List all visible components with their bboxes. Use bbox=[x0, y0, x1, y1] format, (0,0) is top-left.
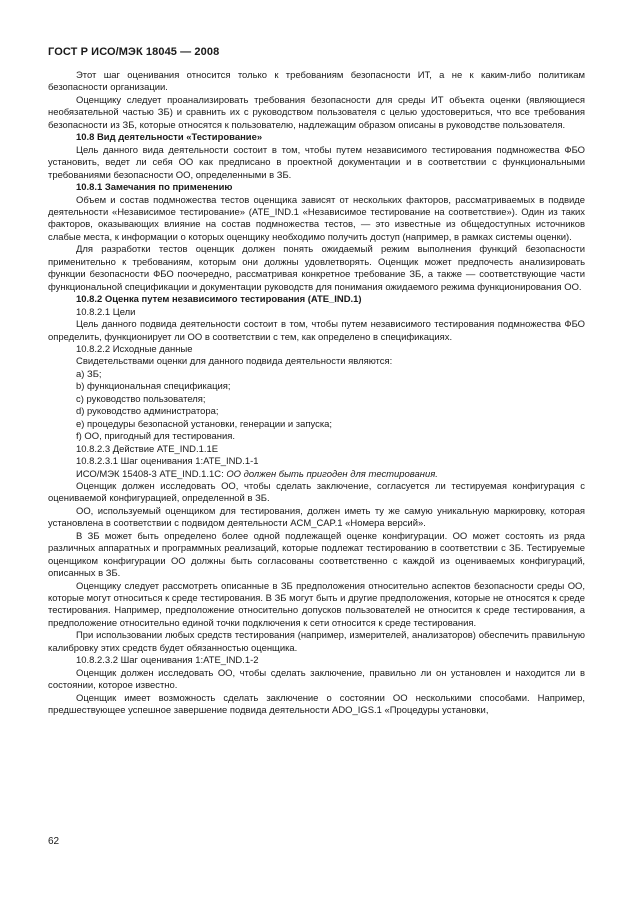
paragraph: Свидетельствами оценки для данного подвида деятельности являются: bbox=[76, 356, 393, 368]
section-heading: 10.8.1 Замечания по применению bbox=[76, 182, 233, 194]
paragraph: Оценщику следует рассмотреть описанные в ЗБ предположения относительно аспектов безопасности среды ОО, которые могут относиться к среде тестирования. В ЗБ могут быть и другие предположения, которые не относятся к среде тестирования. Например, предположение относительно допусков пользователей не относится к среде тестирования, а предположение относительно единой точки подключения к сети относится к среде тестирования. bbox=[48, 580, 585, 629]
paragraph: Оценщику следует проанализировать требования безопасности для среды ИТ объекта оценки (являющиеся необязательной частью ЗБ) и сравнить их с руководством пользователя с целью удостовериться, что все требования безопасности из ЗБ, которые относятся к пользователю, надлежащим образом описаны в руководстве пользователя. bbox=[48, 94, 585, 131]
page-number: 62 bbox=[48, 836, 60, 847]
paragraph: Оценщик имеет возможность сделать заключение о состоянии ОО несколькими способами. Например, предшествующее успешное завершение подвида деятельности ADO_IGS.1 «Процедуры установки, bbox=[48, 692, 585, 717]
emphasis: ОО должен быть пригоден для тестирования. bbox=[226, 468, 438, 480]
paragraph: 10.8.2.3.1 Шаг оценивания 1:ATE_IND.1-1 bbox=[76, 456, 259, 468]
paragraph: При использовании любых средств тестирования (например, измерителей, анализаторов) обеспечить правильную калибровку этих средств будет обязанностью оценщика. bbox=[48, 630, 585, 654]
paragraph: В ЗБ может быть определено более одной подлежащей оценке конфигурации. ОО может состоять из ряда различных аппаратных и программных реализаций, которые подлежат тестированию в соответствии с ЗБ. Тестируемые оценщиком конфигурации ОО должны быть согласованы соответственно с каждой из оцениваемых конфигураций, описанных в ЗБ. bbox=[48, 530, 585, 580]
paragraph: e) процедуры безопасной установки, генерации и запуска; bbox=[76, 418, 333, 430]
page-header: ГОСТ Р ИСО/МЭК 18045 — 2008 bbox=[48, 46, 220, 58]
paragraph: Оценщик должен исследовать ОО, чтобы сделать заключение, правильно ли он установлен и находится ли в состоянии, которое известно. bbox=[48, 667, 585, 692]
paragraph: Для разработки тестов оценщик должен понять ожидаемый режим выполнения функций безопасности применительно к требованиям, которым они должны удовлетворять. Оценщик может предпочесть анализировать функции безопасности ФБО поочередно, рассматривая конкретное требование ЗБ, а также — соответствующие части функциональной спецификации и документации руководств для понимания ожидаемого режима функционирования ОО. bbox=[48, 244, 585, 293]
paragraph: 10.8.2.3 Действие ATE_IND.1.1E bbox=[76, 443, 219, 455]
paragraph: Объем и состав подмножества тестов оценщика зависят от нескольких факторов, рассматриваемых в подвиде деятельности «Независимое тестирование» (ATE_IND.1 «Независимое тестирование на соответствие»). Один из таких факторов, оказывающих влияние на состав подмножества тестов, — это известные из общедоступных источников слабые места, к информации о которых оценщику необходимо получить доступ (например, в рамках системы оценки). bbox=[48, 194, 585, 243]
section-heading: 10.8.2 Оценка путем независимого тестирования (ATE_IND.1) bbox=[76, 294, 362, 306]
paragraph: Этот шаг оценивания относится только к требованиям безопасности ИТ, а не к каким-либо политикам безопасности организации. bbox=[48, 70, 585, 94]
paragraph: c) руководство пользователя; bbox=[76, 393, 206, 405]
paragraph: b) функциональная спецификация; bbox=[76, 381, 231, 393]
paragraph: f) ОО, пригодный для тестирования. bbox=[76, 431, 236, 443]
paragraph: 10.8.2.2 Исходные данные bbox=[76, 343, 193, 355]
paragraph: ИСО/МЭК 15408-3 ATE_IND.1.1C: ОО должен быть пригоден для тестирования. bbox=[76, 468, 438, 480]
paragraph: 10.8.2.1 Цели bbox=[76, 306, 136, 318]
paragraph: d) руководство администратора; bbox=[76, 406, 219, 418]
paragraph: ОО, используемый оценщиком для тестирования, должен иметь ту же самую уникальную маркировку, которая установлена в соответствии с подвидом деятельности ACM_CAP.1 «Номера версий». bbox=[48, 505, 585, 530]
paragraph: Оценщик должен исследовать ОО, чтобы сделать заключение, согласуется ли тестируемая конфигурация с оцениваемой конфигурацией, определенной в ЗБ. bbox=[48, 480, 585, 505]
paragraph: Цель данного подвида деятельности состоит в том, чтобы путем независимого тестирования подмножества ФБО определить, функционирует ли ОО в соответствии с тем, как определено в спецификациях. bbox=[48, 319, 585, 343]
paragraph: 10.8.2.3.2 Шаг оценивания 1:ATE_IND.1-2 bbox=[76, 655, 259, 667]
document-body bbox=[48, 70, 585, 718]
section-heading: 10.8 Вид деятельности «Тестирование» bbox=[76, 132, 263, 144]
paragraph: a) ЗБ; bbox=[76, 368, 102, 380]
paragraph: Цель данного вида деятельности состоит в том, чтобы путем независимого тестирования подмножества ФБО установить, ведет ли себя ОО как предписано в проектной документации и в соответствии с функциональными требованиями безопасности ОО, определенными в ЗБ. bbox=[48, 144, 585, 181]
